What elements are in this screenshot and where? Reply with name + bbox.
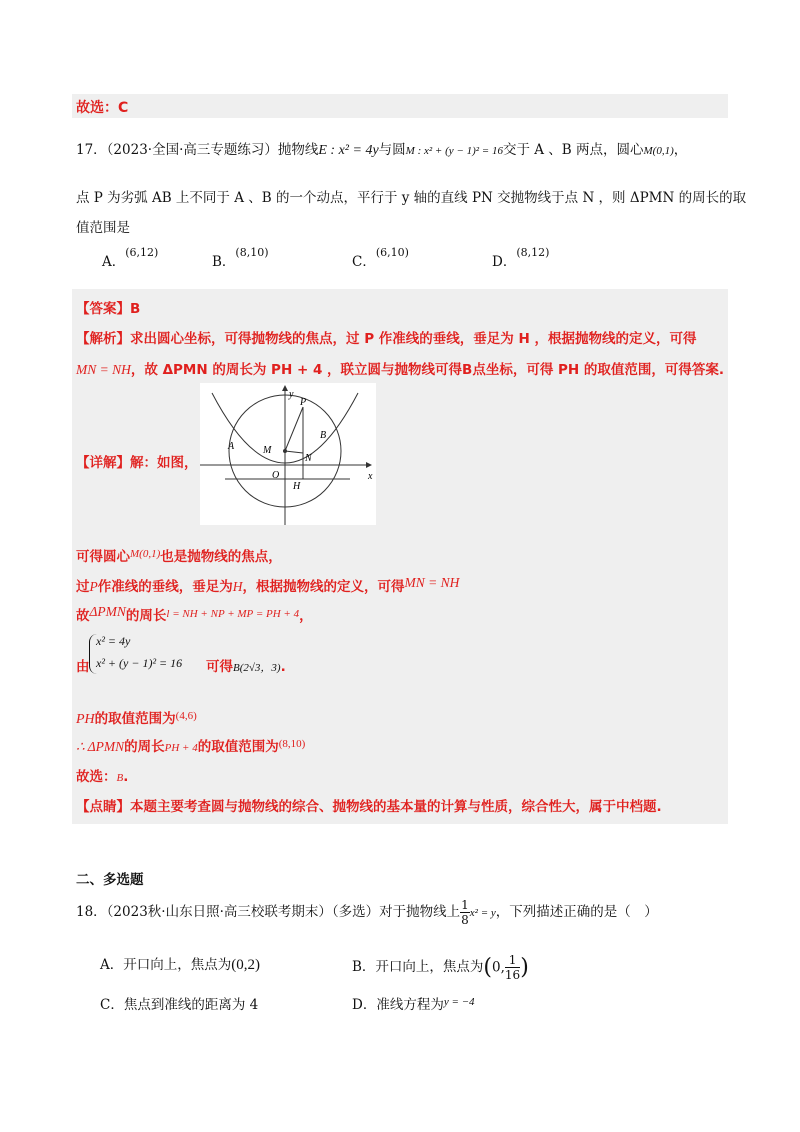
q17-stem-line2: 点 P 为劣弧 AB 上不同于 A 、B 的一个动点，平行于 y 轴的直线 PN 交抛物线于点 N ，则 ΔPMN 的周长的取 — [76, 190, 747, 206]
step7 — [76, 765, 128, 785]
step6-d: 的取值范围为 — [197, 739, 279, 755]
q18-stem-b: ，下列描述正确的是（ ） — [495, 904, 658, 920]
q17-with-circle: 与圆 — [378, 142, 406, 158]
step4-point-b: B(2√3，3) — [233, 662, 281, 674]
step4-period: . — [280, 659, 286, 675]
segment-mn — [285, 451, 303, 453]
y-axis-arrow — [282, 385, 288, 391]
analysis-line2 — [76, 358, 724, 378]
q17-center: M(0,1) — [643, 145, 674, 157]
q18-option-b-den: 16 — [504, 968, 521, 982]
system-eq1: x² = 4y — [96, 634, 131, 648]
q17-stem-line3: 值范围是 — [76, 220, 130, 236]
step1 — [76, 545, 282, 565]
step6-range: (8,10) — [278, 738, 306, 750]
q17-option-c — [352, 246, 409, 270]
label-h: H — [293, 481, 301, 492]
step2-mn-nh: MN = NH — [404, 575, 460, 590]
step7-b: B — [116, 772, 124, 784]
q18-stem — [76, 898, 658, 927]
q17-option-b-label: B． — [212, 254, 236, 270]
step5-range: (4,6) — [175, 710, 197, 722]
q18-fraction — [460, 898, 470, 927]
q18-option-d-value: y = −4 — [443, 996, 475, 1008]
q18-option-d-text: D．准线方程为 — [352, 997, 444, 1013]
q17-option-a-value: (6,12) — [125, 246, 159, 259]
step3-formula: l = NH + NP + MP = PH + 4 — [166, 608, 300, 620]
q18-option-a-text: A．开口向上，焦点为 — [100, 957, 232, 973]
step2 — [76, 575, 459, 595]
q18-stem-a: 18．（2023秋·山东日照·高三校联考期末）（多选）对于抛物线上 — [76, 904, 461, 920]
answer-line: 【答案】B — [76, 301, 141, 317]
segment-mp — [285, 407, 303, 451]
q17-option-b — [212, 246, 269, 270]
comment: 【点睛】本题主要考查圆与抛物线的综合、抛物线的基本量的计算与性质，综合性大，属于中档题. — [76, 799, 662, 815]
label-n: N — [305, 453, 312, 464]
label-x: x — [368, 471, 373, 482]
q18-option-d — [352, 993, 475, 1013]
q18-equation: x² = y — [469, 907, 496, 919]
prev-choose: 故选：C — [76, 100, 129, 116]
q17-intersect: 交于 A 、B 两点，圆心 — [502, 142, 644, 158]
answer-band-prev — [72, 94, 728, 118]
q18-option-a-value: (0,2) — [231, 957, 260, 973]
step4-get: 可得 — [206, 659, 233, 675]
q18-option-a — [100, 953, 260, 974]
q17-parabola-eq: E : x² = 4y — [318, 143, 379, 158]
q17-option-d-value: (8,12) — [516, 246, 550, 259]
figure — [200, 383, 376, 525]
step3-e: ， — [299, 608, 313, 624]
q18-option-b-fraction — [505, 953, 520, 982]
step1-c: 也是抛物线的焦点， — [160, 549, 282, 565]
step3-a: 故 — [76, 608, 90, 624]
step6 — [76, 735, 305, 755]
step3 — [76, 604, 313, 624]
q17-option-c-value: (6,10) — [375, 246, 409, 259]
step2-c: 作准线的垂线，垂足为 — [97, 579, 233, 595]
analysis-line1: 【解析】求出圆心坐标，可得抛物线的焦点，过 P 作准线的垂线，垂足为 H ，根据抛物线的定义，可得 — [76, 331, 697, 347]
analysis-mn-nh: MN = NH — [76, 362, 131, 377]
x-axis-arrow — [366, 462, 372, 468]
step6-triangle: ∴ ΔPMN — [76, 739, 125, 754]
figure-diagram — [200, 383, 376, 525]
step2-a: 过 — [76, 579, 90, 595]
label-a: A — [228, 441, 235, 452]
step7-period: . — [123, 769, 129, 785]
q18-option-b-num: 1 — [505, 953, 520, 968]
section-title: 二、多选题 — [76, 872, 144, 888]
label-p: P — [300, 397, 307, 408]
step4 — [206, 655, 286, 675]
step1-center: M(0,1) — [130, 548, 161, 560]
step6-b: 的周长 — [124, 739, 165, 755]
label-o: O — [272, 470, 280, 481]
step4-by: 由 — [76, 659, 90, 675]
q17-stem-prefix: 17．（2023·全国·高三专题练习）抛物线 — [76, 142, 319, 158]
q17-option-a — [102, 246, 159, 270]
step5 — [76, 707, 197, 728]
step1-a: 可得圆心 — [76, 549, 130, 565]
q17-option-d — [492, 246, 550, 270]
q18-paren-right: ) — [520, 955, 529, 980]
q17-comma: ， — [673, 142, 688, 158]
q18-option-b-text: B．开口向上，焦点为 — [352, 959, 484, 975]
step3-c: 的周长 — [125, 608, 167, 624]
step2-e: ，根据抛物线的定义，可得 — [242, 579, 405, 595]
step5-b: 的取值范围为 — [94, 711, 176, 727]
q18-option-c: C．焦点到准线的距离为 4 — [100, 997, 259, 1013]
q17-circle-eq: M : x² + (y − 1)² = 16 — [405, 145, 503, 157]
q17-option-b-value: (8,10) — [235, 246, 269, 259]
step6-ph4: PH + 4 — [164, 742, 198, 754]
q17-option-c-label: C． — [352, 254, 376, 270]
detail-label: 【详解】解：如图， — [76, 455, 198, 471]
q18-paren-left: ( — [483, 955, 493, 980]
label-b: B — [320, 430, 327, 441]
label-y: y — [289, 389, 294, 400]
analysis-rest: ，故 ΔPMN 的周长为 PH + 4 ，联立圆与抛物线可得B点坐标，可得 PH 的取值范围，可得答案. — [130, 362, 725, 378]
q17-option-a-label: A． — [102, 254, 126, 270]
q17-option-d-label: D． — [492, 254, 517, 270]
step2-h: H — [232, 579, 243, 594]
label-m: M — [263, 445, 272, 456]
q18-frac-den: 8 — [461, 913, 469, 927]
point-m — [283, 449, 287, 453]
step3-triangle: ΔPMN — [89, 604, 126, 619]
step5-ph: PH — [76, 712, 95, 727]
q18-frac-num: 1 — [461, 898, 469, 912]
system-eq2: x² + (y − 1)² = 16 — [96, 656, 183, 670]
q18-option-b-value: 0, — [492, 959, 505, 976]
step7-a: 故选： — [76, 769, 117, 785]
q17-stem-line1 — [76, 138, 687, 159]
step2-p: P — [89, 579, 98, 594]
q18-option-b — [352, 953, 529, 982]
